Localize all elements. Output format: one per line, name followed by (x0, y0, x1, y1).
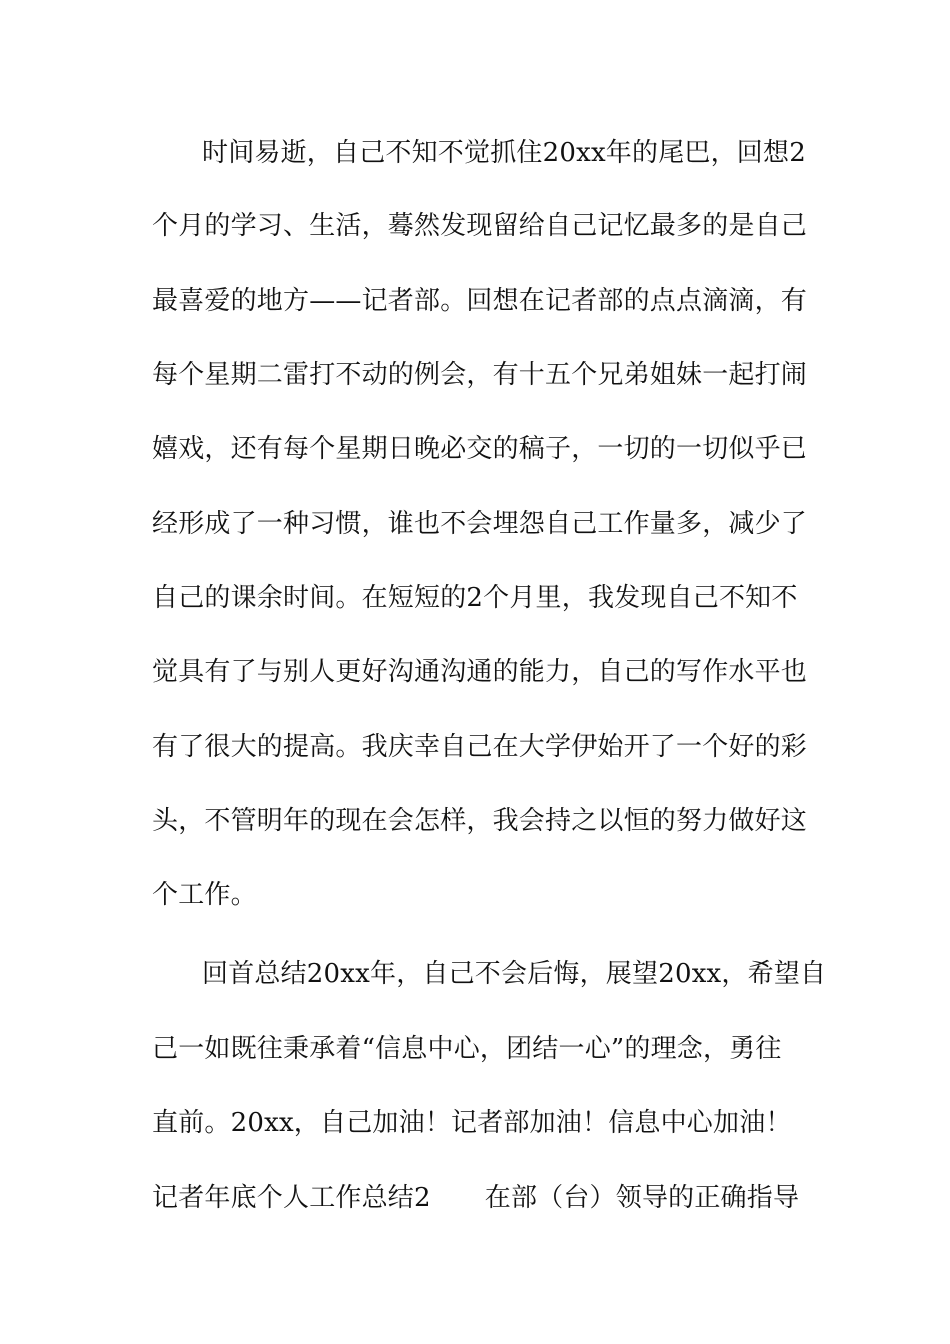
paragraph-1-line-1: 时间易逝，自己不知不觉抓住20xx年的尾巴，回想2 (202, 138, 806, 168)
paragraph-1-line-2: 个月的学习、生活，蓦然发现留给自己记忆最多的是自己 (152, 211, 808, 241)
paragraph-1-line-3: 最喜爱的地方——记者部。回想在记者部的点点滴滴，有 (152, 286, 808, 316)
paragraph-1-line-6: 经形成了一种习惯，谁也不会埋怨自己工作量多，减少了 (152, 509, 808, 539)
paragraph-1-line-9: 有了很大的提高。我庆幸自己在大学伊始开了一个好的彩 (152, 732, 808, 762)
section-heading: 记者年底个人工作总结2 (152, 1183, 431, 1213)
paragraph-1-line-10: 头，不管明年的现在会怎样，我会持之以恒的努力做好这 (152, 806, 808, 836)
section-heading-continuation: 在部（台）领导的正确指导 (484, 1183, 800, 1213)
paragraph-1-line-8: 觉具有了与别人更好沟通沟通的能力，自己的写作水平也 (152, 657, 808, 687)
paragraph-2-line-2: 己一如既往秉承着“信息中心，团结一心”的理念，勇往 (152, 1034, 782, 1064)
section-heading-line (152, 1181, 812, 1215)
paragraph-1-line-4: 每个星期二雷打不动的例会，有十五个兄弟姐妹一起打闹 (152, 360, 808, 390)
paragraph-1-line-7: 自己的课余时间。在短短的2个月里，我发现自己不知不 (152, 583, 798, 613)
paragraph-1-line-5: 嬉戏，还有每个星期日晚必交的稿子，一切的一切似乎已 (152, 434, 808, 464)
paragraph-2-line-3: 直前。20xx，自己加油！记者部加油！信息中心加油！ (152, 1108, 792, 1138)
paragraph-2-line-1: 回首总结20xx年，自己不会后悔，展望20xx，希望自 (202, 959, 827, 989)
paragraph-1-line-11: 个工作。 (152, 880, 257, 910)
